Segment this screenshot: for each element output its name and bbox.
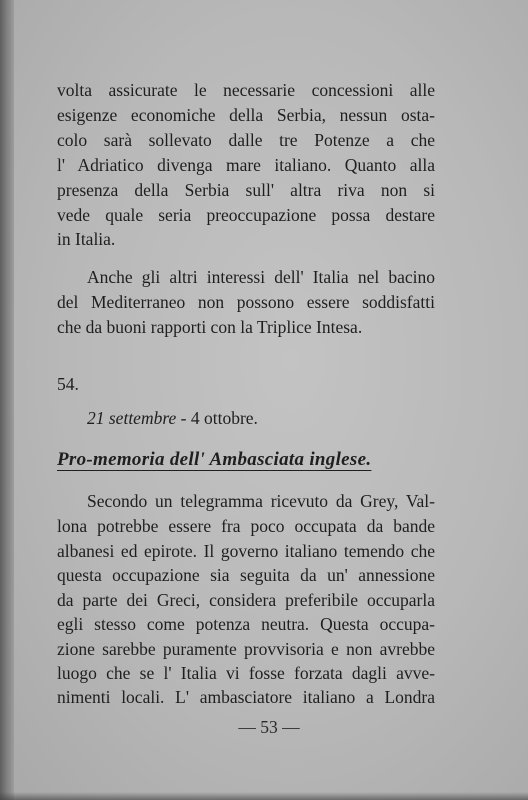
text-line: questa occupazione sia seguita da un' annessione bbox=[57, 565, 435, 585]
text-line: in Italia. bbox=[57, 229, 116, 249]
text-line: luogo che se l' Italia vi fosse forzata dagli avve- bbox=[57, 663, 435, 683]
text-line: del Mediterraneo non possono essere soddisfatti bbox=[57, 292, 435, 312]
text-line: vede quale seria preoccupazione possa destare bbox=[57, 205, 435, 225]
text-line: Secondo un telegramma ricevuto da Grey, Val- bbox=[87, 491, 435, 511]
document-date bbox=[87, 406, 258, 430]
document-heading: Pro-memoria dell' Ambasciata inglese. bbox=[57, 449, 372, 470]
page-bottom-shadow bbox=[0, 792, 528, 800]
text-line: nimenti locali. L' ambasciatore italiano a Londra bbox=[57, 687, 435, 707]
text-line: lona potrebbe essere fra poco occupata da bande bbox=[57, 516, 435, 536]
text-line: zione sarebbe puramente provvisoria e non avrebbe bbox=[57, 639, 435, 659]
text-line: presenza della Serbia sull' altra riva non si bbox=[57, 180, 435, 200]
text-line: esigenze economiche della Serbia, nessun osta- bbox=[57, 105, 435, 125]
text-line: l' Adriatico divenga mare italiano. Quanto alla bbox=[57, 155, 435, 175]
text-line: egli stesso come potenza neutra. Questa occupa- bbox=[57, 614, 435, 634]
date-start: 21 settembre bbox=[87, 408, 177, 428]
text-line: albanesi ed epirote. Il governo italiano temendo che bbox=[57, 541, 435, 561]
text-line: colo sarà sollevato dalle tre Potenze a che bbox=[57, 130, 435, 150]
text-line: da parte dei Greci, considera preferibile occuparla bbox=[57, 590, 435, 610]
page-number: — 53 — bbox=[238, 717, 300, 737]
text-line: Anche gli altri interessi dell' Italia nel bacino bbox=[87, 267, 435, 287]
date-end: - 4 ottobre. bbox=[176, 408, 258, 428]
document-number: 54. bbox=[57, 374, 79, 394]
text-line: che da buoni rapporti con la Triplice Intesa. bbox=[57, 317, 363, 337]
text-line: volta assicurate le necessarie concessioni alle bbox=[57, 80, 435, 100]
page-binding-edge bbox=[0, 0, 14, 800]
